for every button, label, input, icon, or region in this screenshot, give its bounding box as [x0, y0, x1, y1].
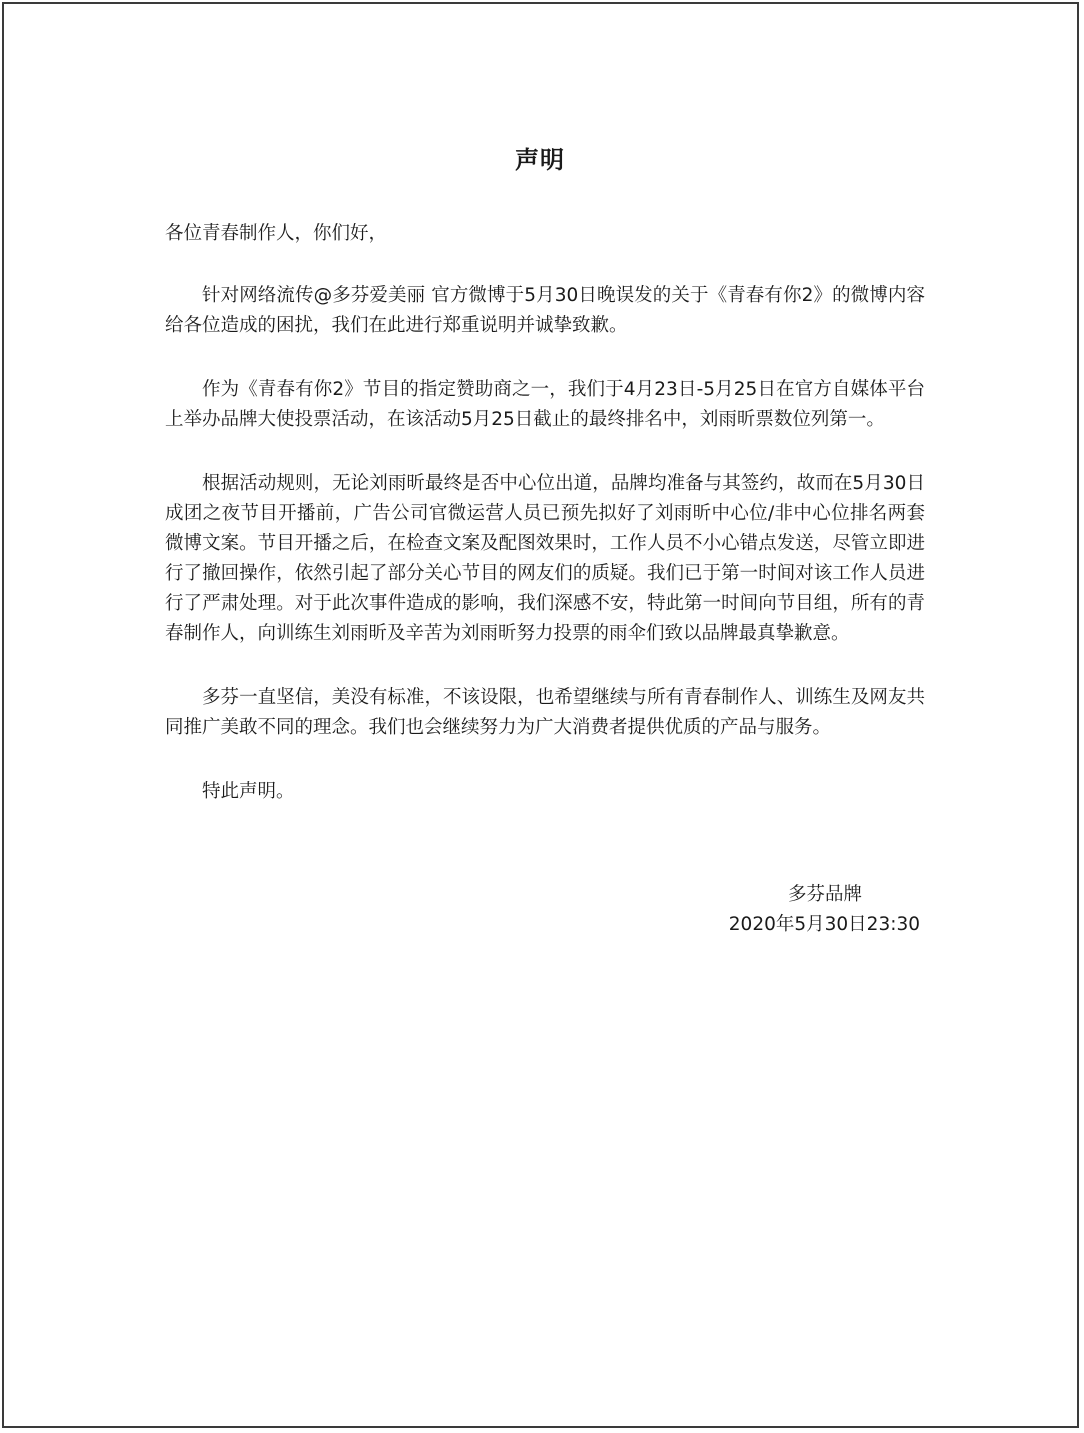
- paragraph-4: 多芬一直坚信，美没有标准，不该设限，也希望继续与所有青春制作人、训练生及网友共同推广美敢不同的理念。我们也会继续努力为广大消费者提供优质的产品与服务。: [165, 687, 925, 738]
- greeting: 各位青春制作人，你们好，: [165, 223, 388, 244]
- signature-block: [600, 880, 920, 940]
- signature-brand: 多芬品牌: [787, 884, 862, 905]
- paragraph-1: 针对网络流传@多芬爱美丽 官方微博于5月30日晚误发的关于《青春有你2》的微博内容给各位造成的困扰，我们在此进行郑重说明并诚挚致歉。: [165, 285, 925, 336]
- paragraph-2: 作为《青春有你2》节目的指定赞助商之一，我们于4月23日-5月25日在官方自媒体平台上举办品牌大使投票活动，在该活动5月25日截止的最终排名中，刘雨昕票数位列第一。: [165, 379, 925, 430]
- closing-line: 特此声明。: [202, 781, 295, 802]
- document-title: 声明: [515, 146, 565, 174]
- signature-date: 2020年5月30日23:30: [728, 914, 920, 935]
- paragraph-3: 根据活动规则，无论刘雨昕最终是否中心位出道，品牌均准备与其签约，故而在5月30日成团之夜节目开播前，广告公司官微运营人员已预先拟好了刘雨昕中心位/非中心位排名两套微博文案。节目开播之后，在检查文案及配图效果时，工作人员不小心错点发送，尽管立即进行了撤回操作，依然引起了部分关心节目的网友们的质疑。我们已于第一时间对该工作人员进行了严肃处理。对于此次事件造成的影响，我们深感不安，特此第一时间向节目组，所有的青春制作人，向训练生刘雨昕及辛苦为刘雨昕努力投票的雨伞们致以品牌最真挚歉意。: [165, 473, 925, 644]
- statement-body: [165, 219, 925, 807]
